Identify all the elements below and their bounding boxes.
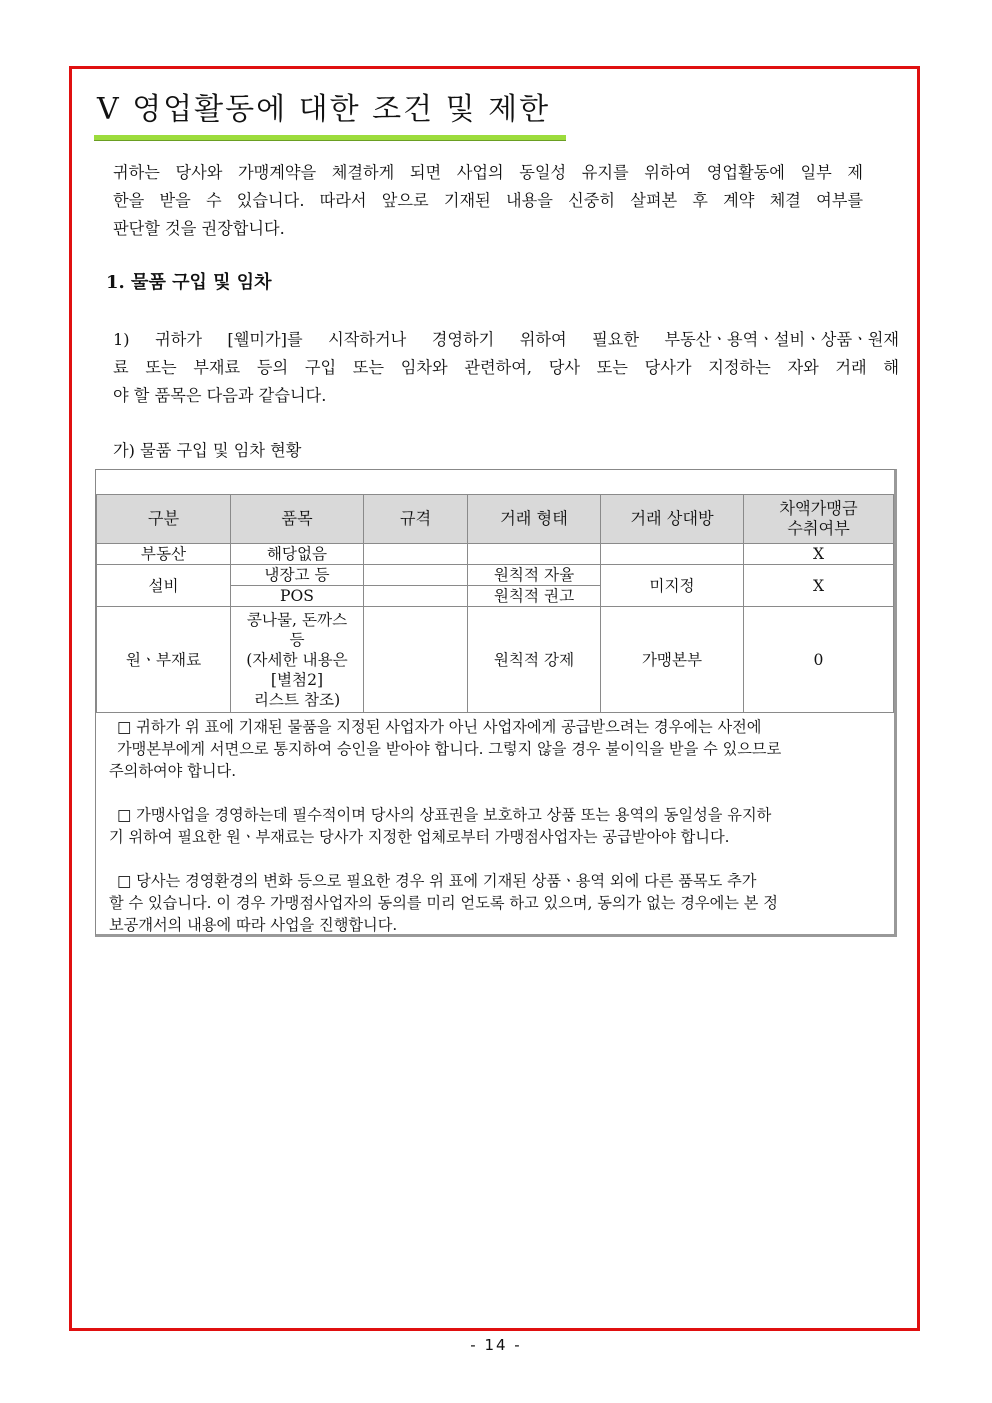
intro-line: 한을 받을 수 있습니다. 따라서 앞으로 기재된 내용을 신중히 살펴본 후 계약 체결 여부를: [113, 191, 863, 210]
title-underline: [94, 135, 566, 141]
cell-type: 원칙적 권고: [468, 586, 601, 607]
page-number: - 14 -: [470, 1336, 522, 1354]
items-table: [96, 494, 894, 713]
cell-fee: 0: [744, 607, 894, 713]
cell-spec: [364, 586, 468, 607]
item-line: (자세한 내용은: [246, 650, 348, 669]
cell-item: 해당없음: [231, 544, 364, 565]
cell-category: 설비: [97, 565, 231, 607]
paragraph-line: 1) 귀하가 [웰미가]를 시작하거나 경영하기 위하여 필요한 부동산ㆍ용역ㆍ설비ㆍ상품ㆍ원재: [113, 330, 899, 349]
header-category: 구분: [97, 495, 231, 544]
cell-spec: [364, 565, 468, 586]
note-line: □ 귀하가 위 표에 기재된 물품을 지정된 사업자가 아닌 사업자에게 공급받으려는 경우에는 사전에: [117, 718, 762, 736]
cell-partner: 가맹본부: [601, 607, 744, 713]
cell-spec: [364, 607, 468, 713]
page-title: Ⅴ 영업활동에 대한 조건 및 제한: [97, 92, 551, 127]
cell-partner: 미지정: [601, 565, 744, 607]
intro-line: 귀하는 당사와 가맹계약을 체결하게 되면 사업의 동일성 유지를 위하여 영업활동에 일부 제: [113, 163, 863, 182]
note-line: 기 위하여 필요한 원ㆍ부재료는 당사가 지정한 업체로부터 가맹점사업자는 공급받아야 합니다.: [109, 828, 730, 846]
header-spec: 규격: [364, 495, 468, 544]
header-fee-line1: 차액가맹금: [779, 499, 858, 518]
header-partner: 거래 상대방: [601, 495, 744, 544]
section-heading: 1. 물품 구입 및 임차: [106, 272, 272, 293]
note-paragraph: [109, 804, 889, 848]
note-line: □ 당사는 경영환경의 변화 등으로 필요한 경우 위 표에 기재된 상품ㆍ용역 외에 다른 품목도 추가: [117, 872, 757, 890]
table-header-row: [97, 495, 894, 544]
cell-fee: X: [744, 565, 894, 607]
note-line: 가맹본부에게 서면으로 통지하여 승인을 받아야 합니다. 그렇지 않을 경우 불이익을 받을 수 있으므로: [117, 740, 782, 758]
item-line: [별첨2]: [270, 670, 324, 689]
header-fee-line2: 수취여부: [787, 519, 850, 538]
cell-item: 냉장고 등: [231, 565, 364, 586]
section-paragraph: [113, 326, 899, 410]
note-paragraph: [109, 716, 889, 782]
cell-item: [231, 607, 364, 713]
intro-paragraph: [113, 159, 863, 243]
note-line: □ 가맹사업을 경영하는데 필수적이며 당사의 상표권을 보호하고 상품 또는 용역의 동일성을 유지하: [117, 806, 772, 824]
cell-type: 원칙적 강제: [468, 607, 601, 713]
item-line: 콩나물, 돈까스: [246, 610, 348, 629]
item-line: 리스트 참조): [253, 690, 341, 709]
table-row: [97, 544, 894, 565]
paragraph-line: 료 또는 부재료 등의 구입 또는 임차와 관련하여, 당사 또는 당사가 지정하는 자와 거래 해: [113, 358, 899, 377]
cell-spec: [364, 544, 468, 565]
table-row: [97, 565, 894, 586]
item-line: 등: [289, 630, 305, 649]
sub-heading: 가) 물품 구입 및 임차 현황: [113, 441, 302, 460]
header-fee: [744, 495, 894, 544]
cell-partner: [601, 544, 744, 565]
items-table-box: [95, 469, 897, 937]
note-line: 주의하여야 합니다.: [109, 762, 237, 780]
cell-item: POS: [231, 586, 364, 607]
cell-type: 원칙적 자율: [468, 565, 601, 586]
header-item: 품목: [231, 495, 364, 544]
cell-category: 원ㆍ부재료: [97, 607, 231, 713]
cell-type: [468, 544, 601, 565]
cell-category: 부동산: [97, 544, 231, 565]
note-line: 보공개서의 내용에 따라 사업을 진행합니다.: [109, 916, 398, 934]
intro-line: 판단할 것을 권장합니다.: [113, 219, 285, 238]
table-notes: [109, 716, 889, 958]
cell-fee: X: [744, 544, 894, 565]
note-line: 할 수 있습니다. 이 경우 가맹점사업자의 동의를 미리 얻도록 하고 있으며, 동의가 없는 경우에는 본 정: [109, 894, 778, 912]
table-row: [97, 607, 894, 713]
note-paragraph: [109, 870, 889, 936]
paragraph-line: 야 할 품목은 다음과 같습니다.: [113, 386, 327, 405]
header-type: 거래 형태: [468, 495, 601, 544]
